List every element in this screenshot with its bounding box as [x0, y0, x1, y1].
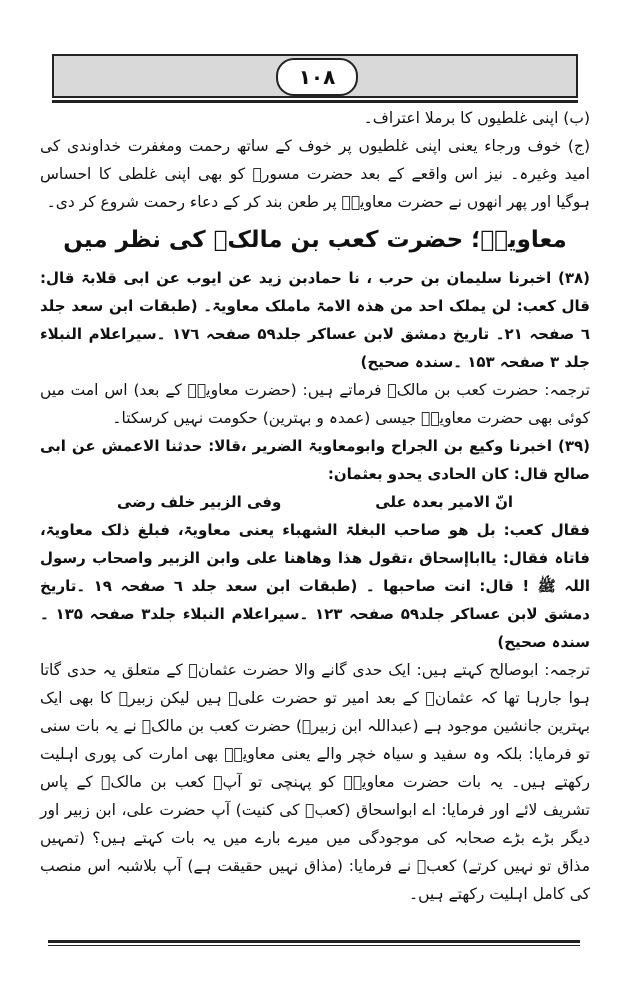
hadith-39-arabic-continued: فقال کعب: بل ھو صاحب البغلۃ الشھباء یعنی معاویۃ، فبلغ ذلک معاویۃ، فاتاہ فقال: یااباإسحاق ،تقول ھذا وھاھنا علی وابن الزبیر واصحاب رسول اللہ ﷺ ! قال: انت صاحبھا ۔ (طبقات ابن سعد جلد ٦ صفحہ ۱۹ ۔تاریخ دمشق لابن عساکر جلد۵۹ صفحہ ۱۲۳ ۔سیراعلام النبلاء جلد۳ صفحہ ۱۳۵ ۔سندہ صحیح): [40, 521, 591, 651]
footer-rule-thin: [48, 945, 580, 946]
page-number: ۱۰۸: [276, 58, 358, 96]
verse-right-hemistich: انّ الامیر بعدہ علی: [375, 493, 514, 511]
verse-left-hemistich: وفی الزبیر خلف رضی: [116, 493, 282, 511]
paragraph-j: (ج) خوف ورجاء یعنی اپنی غلطیوں پر خوف کے ساتھ رحمت ومغفرت خداوندی کی امید وغیرہ۔ نیز اس واقعے کے بعد حضرت مسورؓ کو بھی اپنی غلطی کا احساس ہوگیا اور پھر انھوں نے حضرت معاویہؓ پر طعن بند کر کے دعاء رحمت شروع کر دی۔: [40, 137, 590, 211]
hadith-38-arabic: (۳۸) اخبرنا سلیمان بن حرب ، نا حمادبن زید عن ایوب عن ابی قلابۃ قال: قال کعب: لن یملک احد من ھذہ الامۃ ماملک معاویۃ۔ (طبقات ابن سعد جلد ٦ صفحہ ۲۱۔ تاریخ دمشق لابن عساکر جلد۵۹ صفحہ ۱۷٦ ۔سیراعلام النبلاء جلد ۳ صفحہ ۱۵۳ ۔سندہ صحیح): [40, 269, 590, 371]
header-rule: [52, 100, 578, 103]
hadith-39-arabic: (۳۹) اخبرنا وکیع بن الجراح وابومعاویۃ الضریر ،قالا: حدثنا الاعمش عن ابی صالح قال: کان الحادی یحدو بعثمان:: [40, 437, 590, 483]
hadith-38-translation: ترجمہ: حضرت کعب بن مالکؓ فرماتے ہیں: (حضرت معاویہؓ کے بعد) اس امت میں کوئی بھی حضرت معاویہؓ جیسی (عمدہ و بہترین) حکومت نہیں کرسکتا۔: [40, 381, 590, 427]
hadith-39-translation: ترجمہ: ابوصالح کہتے ہیں: ایک حدی گانے والا حضرت عثمانؓ کے متعلق یہ حدی گاتا ہوا جارہا تھا کہ عثمانؓ کے بعد امیر تو حضرت علیؓ ہیں لیکن زبیرؓ کا بھی ایک بہترین جانشین موجود ہے (عبداللہ ابن زبیرؓ) حضرت کعب بن مالکؓ نے یہ بات سنی تو فرمایا: بلکہ وہ سفید و سیاہ خچر والے یعنی معاویہؓ بھی امارت کی پوری اہلیت رکھتے ہیں۔ یہ بات حضرت معاویہؓ کو پہنچی تو آپؓ کعب بن مالکؓ کے پاس تشریف لائے اور فرمایا: اے ابواسحاق (کعبؓ کی کنیت) آپ حضرت علی، ابن زبیر اور دیگر بڑے بڑے صحابہ کی موجودگی میں میرے بارے میں یہ بات کہتے ہیں؟ (تمہیں مذاق تو نہیں کرتے) کعبؓ نے فرمایا: (مذاق نہیں حقیقت ہے) آپ بلاشبہ اس منصب کی کامل اہلیت رکھتے ہیں۔: [40, 661, 590, 903]
line-b: (ب) اپنی غلطیوں کا برملا اعتراف۔: [363, 109, 590, 127]
footer-rule: [48, 940, 580, 943]
section-heading: معاویہؓ؛ حضرت کعب بن مالکؓ کی نظر میں: [63, 227, 567, 253]
verse: [40, 488, 590, 516]
page-body: [40, 104, 590, 924]
